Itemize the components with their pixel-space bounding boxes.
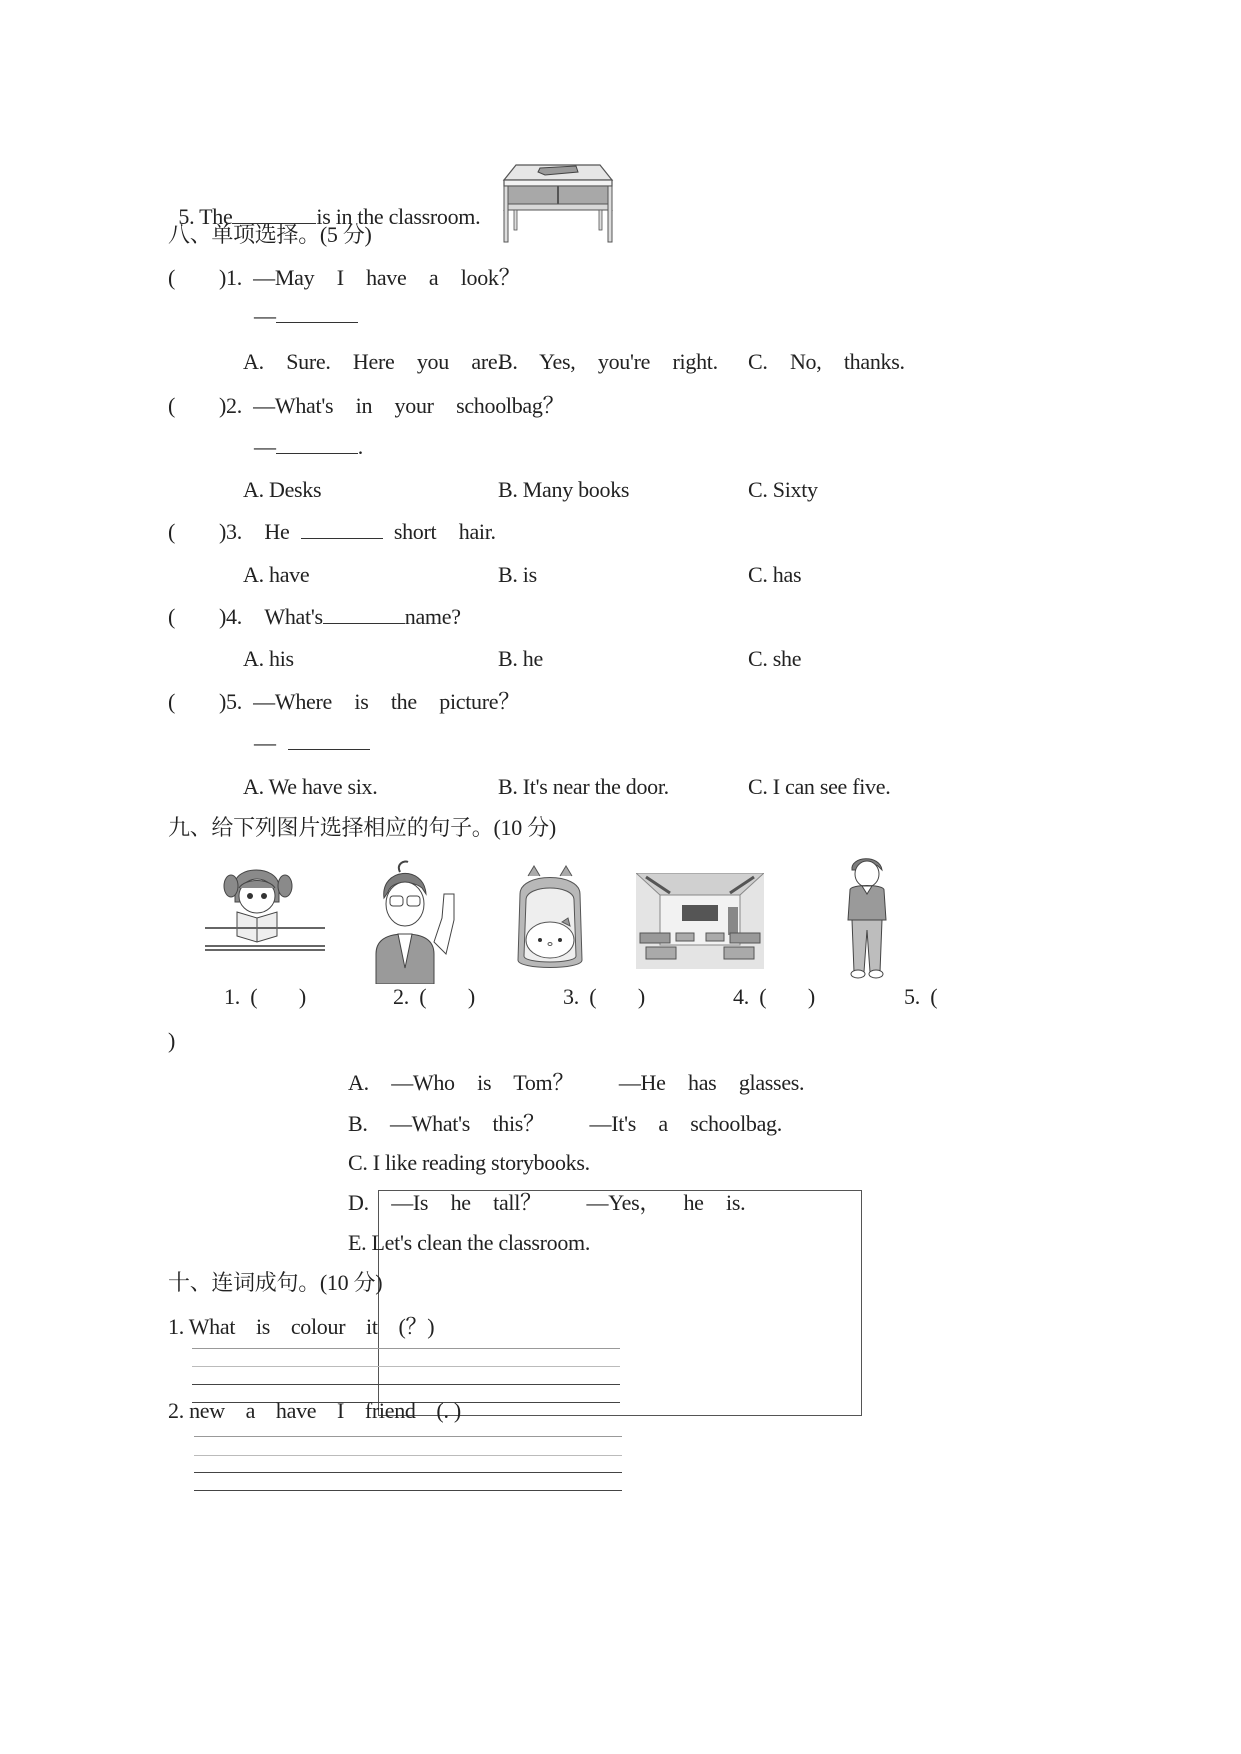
section-10-title: 十、连词成句。(10 分) [168,1270,383,1295]
q2-option-a[interactable]: A. Desks [243,477,322,502]
scrambled-words: What is colour it (？) [188,1314,435,1339]
question-2 [168,393,564,419]
answer-bracket-open[interactable]: ( [168,393,176,418]
picture-3-answer[interactable]: 3. ( ) [563,984,645,1009]
answer-bracket-open[interactable]: ( [168,265,176,290]
q4-option-c[interactable]: C. she [748,646,802,671]
item-number: 1. [168,1314,184,1339]
stem-post: short hair. [393,519,496,544]
stem-pre: He [264,519,290,544]
question-4 [168,604,461,630]
q4-option-b[interactable]: B. he [498,646,543,671]
answer-bracket-open[interactable]: ( [168,519,176,544]
picture-2-answer[interactable]: 2. ( ) [393,984,475,1009]
word-order-item-1 [168,1314,434,1340]
picture-4-answer[interactable]: 4. ( ) [733,984,815,1009]
picture-5-answer-close: ) [168,1028,176,1053]
answer-bracket-open[interactable]: ( [168,604,176,629]
question-number: )5. [219,689,242,714]
answer-line-5 [254,730,370,756]
question-number: )2. [219,393,242,418]
q2-option-b[interactable]: B. Many books [498,477,630,502]
question-number: )3. [219,519,242,544]
schoolbag-image [512,864,588,972]
choice-d: D. —Is he tall？ —Yes， he is. [348,1190,746,1215]
q5-option-c[interactable]: C. I can see five. [748,774,891,799]
item-prefix: 5. The [178,204,233,229]
question-number: )4. [219,604,242,629]
q3-option-a[interactable]: A. have [243,562,310,587]
question-number: )1. [219,265,242,290]
answer-line-2 [254,434,363,460]
item-suffix: is in the classroom. [316,204,481,229]
answer-bracket-open[interactable]: ( [168,689,176,714]
q1-option-b[interactable]: B. Yes, you're right. [498,349,718,374]
stem-post: name? [404,604,461,629]
answer-blank[interactable] [323,605,405,624]
answer-blank[interactable] [276,435,358,454]
boy-waving-image [362,858,462,984]
classroom-image [636,873,764,969]
q3-option-c[interactable]: C. has [748,562,802,587]
desk-image [500,160,616,244]
dash: — [254,434,276,459]
choice-e: E. Let's clean the classroom. [348,1230,591,1255]
question-stem [264,604,460,629]
q4-option-a[interactable]: A. his [243,646,294,671]
question-1 [168,265,520,291]
item-number: 2. [168,1398,184,1423]
question-stem: —Where is the picture？ [253,689,520,714]
choice-a: A. —Who is Tom？ —He has glasses. [348,1070,805,1095]
choice-b: B. —What's this？ —It's a schoolbag. [348,1111,782,1136]
q5-option-b[interactable]: B. It's near the door. [498,774,669,799]
dash: — [254,303,276,328]
picture-5-answer[interactable]: 5. ( [904,984,938,1009]
answer-blank[interactable] [301,520,383,539]
section-8-title: 八、单项选择。(5 分) [168,222,372,247]
answer-line-1 [254,303,358,329]
q2-option-c[interactable]: C. Sixty [748,477,818,502]
stem-pre: What's [264,604,323,629]
question-stem: —What's in your schoolbag？ [253,393,565,418]
choice-c: C. I like reading storybooks. [348,1150,590,1175]
tall-boy-image [840,856,896,980]
question-5 [168,689,520,715]
girl-reading-image [205,862,325,954]
scrambled-words: new a have I friend (. ) [189,1398,461,1423]
q1-option-a[interactable]: A. Sure. Here you are. [243,349,503,374]
question-stem: —May I have a look？ [253,265,521,290]
q1-option-c[interactable]: C. No, thanks. [748,349,905,374]
q5-option-a[interactable]: A. We have six. [243,774,378,799]
sentence-choices-box [378,1190,862,1416]
picture-1-answer[interactable]: 1. ( ) [224,984,306,1009]
period: . [357,434,363,459]
section-9-title: 九、给下列图片选择相应的句子。(10 分) [168,815,556,840]
word-order-item-2 [168,1398,461,1424]
answer-blank[interactable] [288,731,370,750]
answer-blank[interactable] [276,304,358,323]
dash: — [254,730,276,755]
question-3 [168,519,496,545]
q3-option-b[interactable]: B. is [498,562,537,587]
